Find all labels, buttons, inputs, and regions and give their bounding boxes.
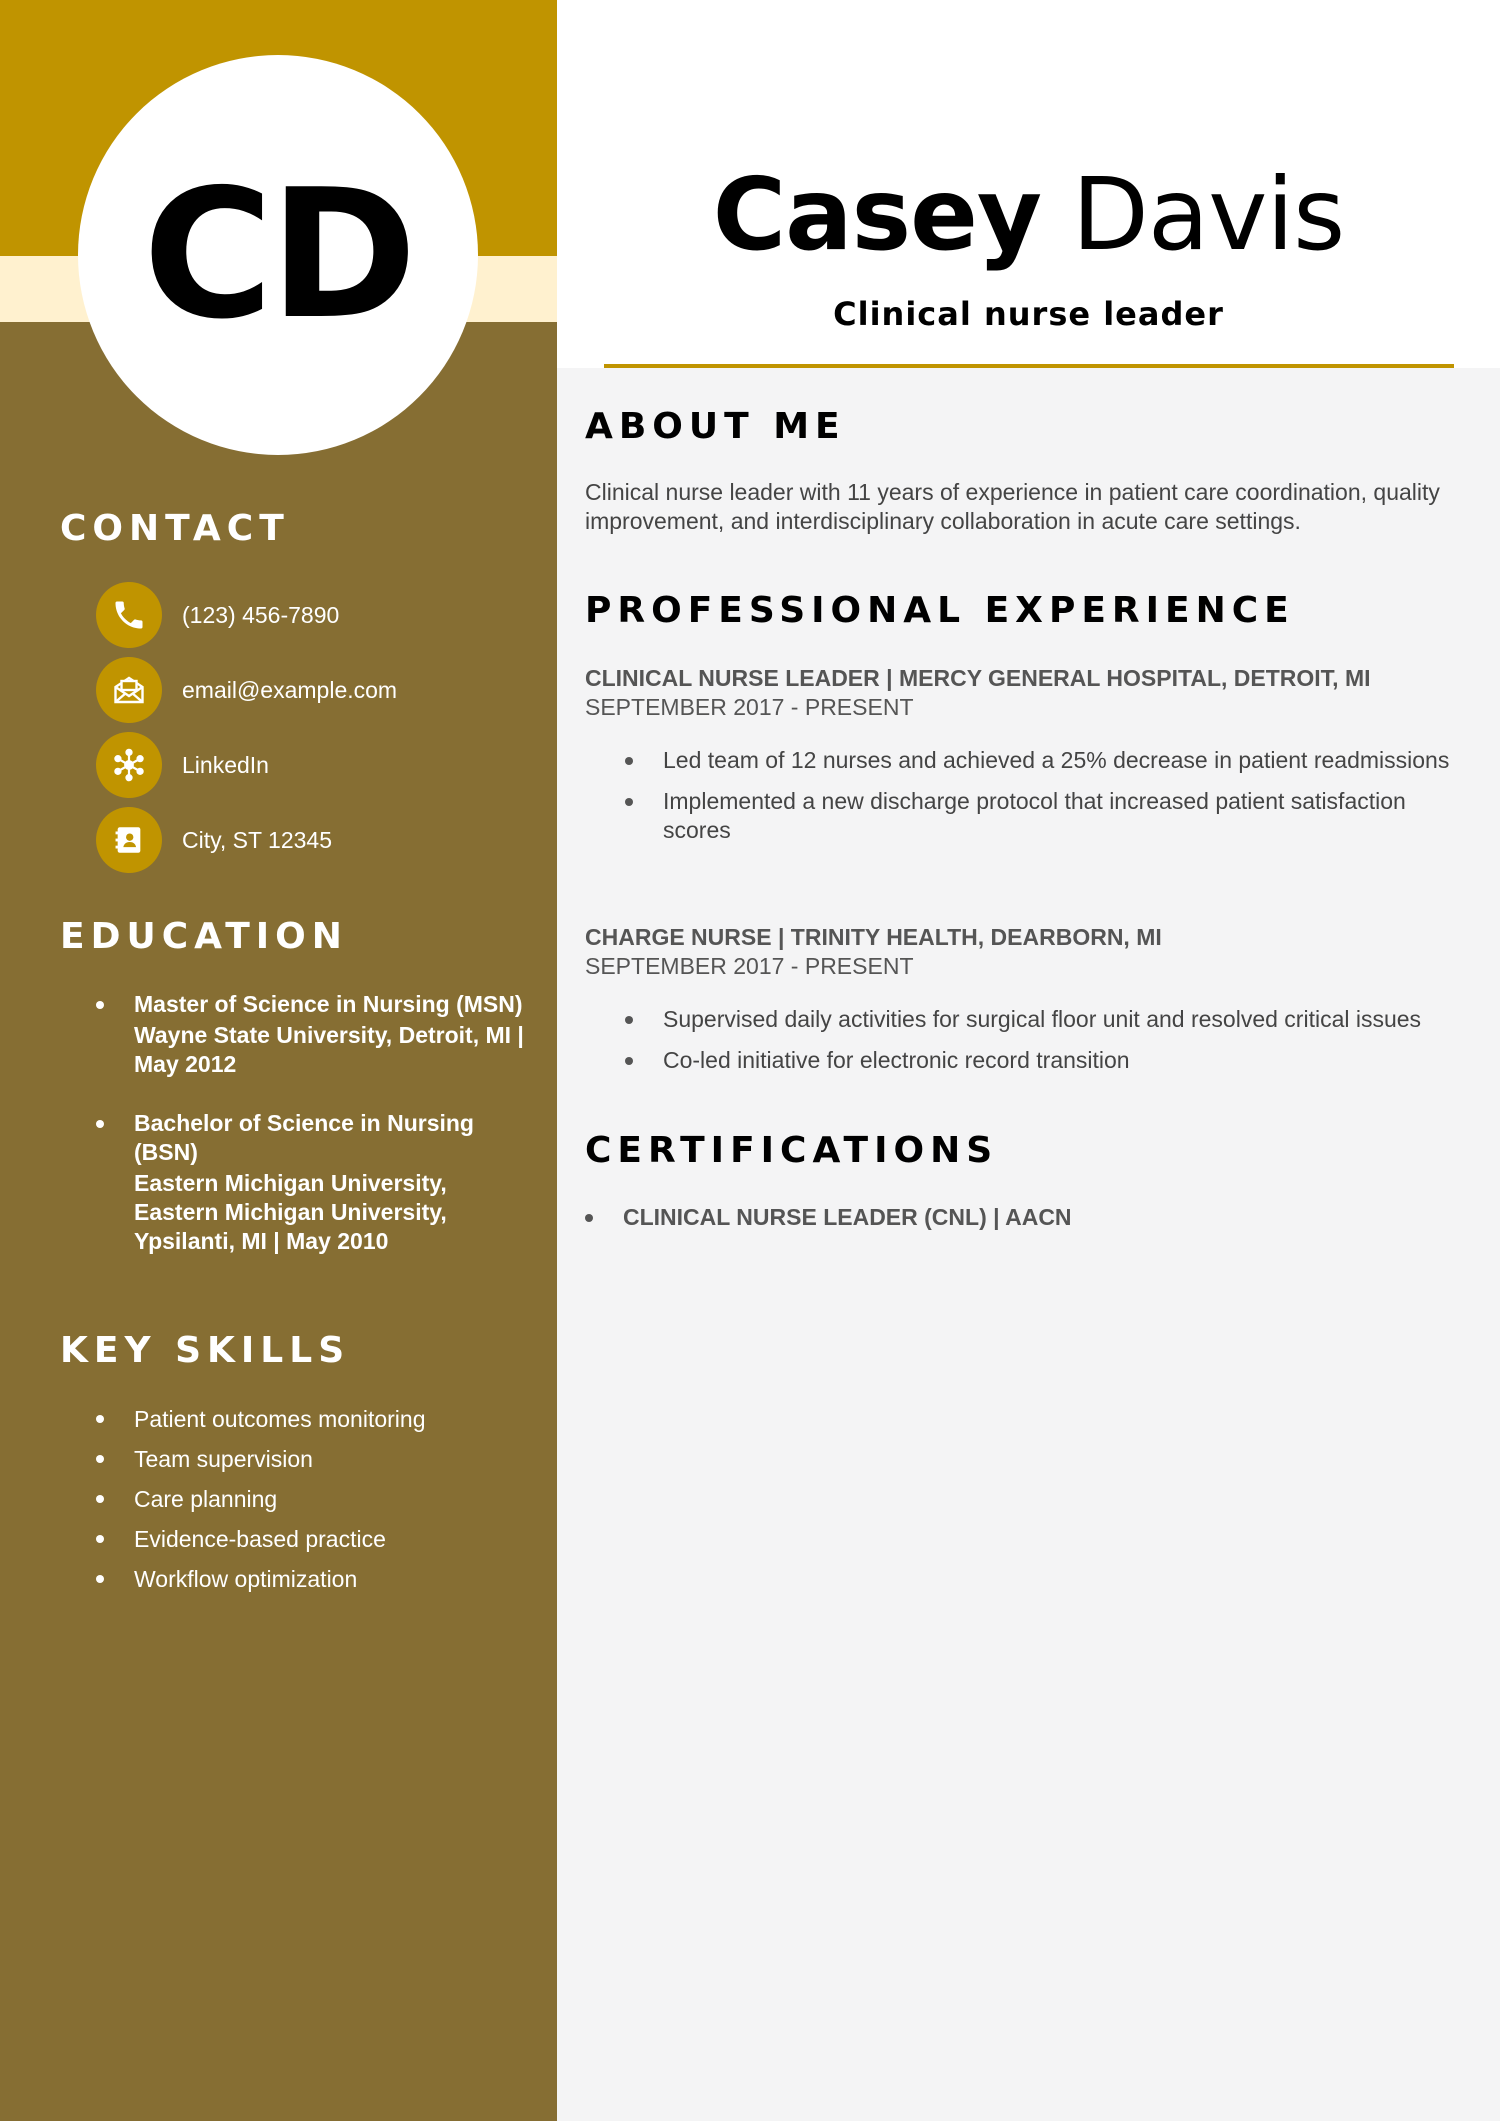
header-divider: [604, 364, 1454, 368]
job-bullets: [585, 746, 1465, 845]
address-card-icon: [96, 807, 162, 873]
contact-linkedin: [96, 732, 269, 798]
about-text: Clinical nurse leader with 11 years of experience in patient care coordination, quality improvement, and interdisciplinary collaboration in acute care settings.: [585, 479, 1440, 534]
key-skills-list: [92, 1403, 532, 1603]
contact-heading: CONTACT: [60, 508, 290, 549]
job-title: Clinical nurse leader: [833, 295, 1224, 333]
contact-email: [96, 657, 397, 723]
certifications-list: [585, 1202, 1465, 1232]
education-heading: EDUCATION: [60, 916, 348, 957]
email-text[interactable]: email@example.com: [182, 676, 398, 703]
phone-icon: [96, 582, 162, 648]
last-name: Davis: [1071, 156, 1345, 273]
job-bullets: [585, 1005, 1465, 1075]
skill-item: Evidence-based practice: [92, 1523, 532, 1563]
degree-school: Wayne State University, Detroit, MI | May 2012: [134, 1022, 524, 1077]
job-bullet: Implemented a new discharge protocol that increased patient satisfaction scores: [585, 787, 1465, 845]
monogram-initials: CD: [142, 151, 414, 358]
job-entry: [585, 664, 1465, 857]
phone-text[interactable]: (123) 456-7890: [182, 601, 340, 628]
education-item: [92, 990, 532, 1079]
address-text: City, ST 12345: [182, 826, 333, 853]
candidate-name: [557, 156, 1500, 273]
contact-phone: [96, 582, 339, 648]
job-dates: SEPTEMBER 2017 - PRESENT: [585, 953, 914, 979]
key-skills-heading: KEY SKILLS: [60, 1330, 351, 1371]
linkedin-text[interactable]: LinkedIn: [182, 751, 269, 778]
certification-item: CLINICAL NURSE LEADER (CNL) | AACN: [585, 1202, 1465, 1232]
job-role: CHARGE NURSE | TRINITY HEALTH, DEARBORN, MI: [585, 924, 1162, 950]
degree-title: Bachelor of Science in Nursing (BSN): [134, 1110, 474, 1165]
job-bullet: Led team of 12 nurses and achieved a 25% decrease in patient readmissions: [585, 746, 1465, 775]
education-item: [92, 1109, 532, 1256]
skill-item: Workflow optimization: [92, 1563, 532, 1603]
job-bullet: Supervised daily activities for surgical floor unit and resolved critical issues: [585, 1005, 1465, 1034]
degree-title: Master of Science in Nursing (MSN): [134, 991, 523, 1017]
education-list: [92, 990, 532, 1286]
linkedin-network-icon: [96, 732, 162, 798]
skill-item: Patient outcomes monitoring: [92, 1403, 532, 1443]
job-dates: SEPTEMBER 2017 - PRESENT: [585, 694, 914, 720]
job-role: CLINICAL NURSE LEADER | MERCY GENERAL HOSPITAL, DETROIT, MI: [585, 665, 1371, 691]
about-heading: ABOUT ME: [585, 406, 846, 447]
skill-item: Team supervision: [92, 1443, 532, 1483]
skill-item: Care planning: [92, 1483, 532, 1523]
email-icon: [96, 657, 162, 723]
contact-address: [96, 807, 332, 873]
experience-heading: PROFESSIONAL EXPERIENCE: [585, 590, 1295, 631]
degree-school: Eastern Michigan University, Eastern Michigan University, Ypsilanti, MI | May 2010: [134, 1170, 447, 1254]
job-bullet: Co-led initiative for electronic record transition: [585, 1046, 1465, 1075]
monogram-circle: [78, 55, 478, 455]
first-name: Casey: [712, 156, 1042, 273]
job-entry: [585, 923, 1465, 1087]
certifications-heading: CERTIFICATIONS: [585, 1130, 999, 1171]
